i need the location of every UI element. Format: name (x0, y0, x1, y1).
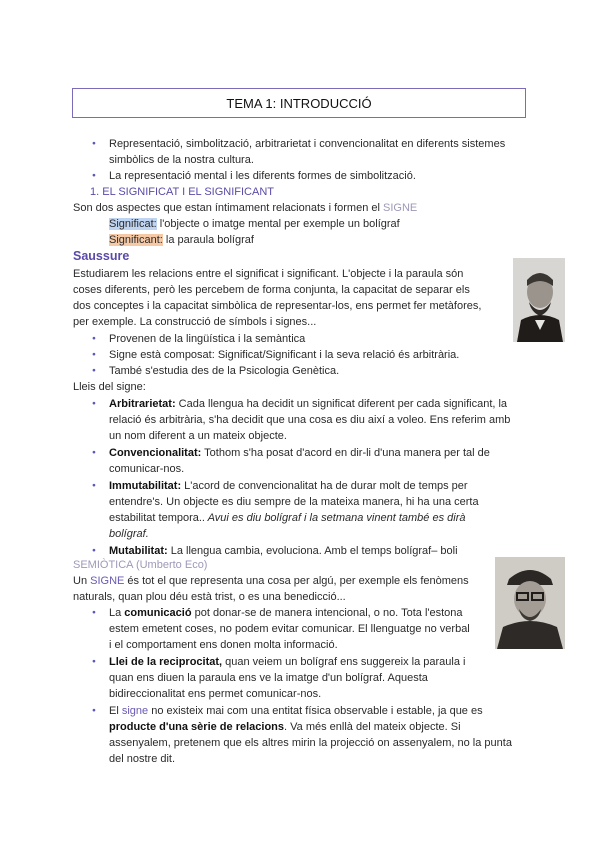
section-heading: 1. EL SIGNIFICAT I EL SIGNIFICANT (90, 186, 274, 198)
semiotica-bullet-2: ● Llei de la reciprocitat, quan veiem un bolígraf ens suggereix la paraula i (109, 654, 465, 671)
significat-line: Significat: l'objecte o imatge mental per exemple un bolígraf (109, 218, 400, 230)
intro-bullet-2: ● La representació mental i les diferents formes de simbolització. (109, 168, 416, 185)
saussure-para-4: per exemple. La construcció de símbols i signes... (73, 316, 317, 328)
saussure-portrait-image (513, 258, 565, 342)
law-immutabilitat-cont-1: entendre's. Un objecte es diu sempre de la mateixa manera, hi ha una certa (109, 496, 479, 508)
section-intro: Son dos aspectes que estan íntimament relacionats i formen el SIGNE (73, 202, 418, 214)
law-immutabilitat-cont-3: bolígraf. (109, 528, 149, 540)
semiotica-intro-1: Un SIGNE és tot el que representa una cosa per algú, per exemple els fenòmens (73, 575, 469, 587)
lleis-heading: Lleis del signe: (73, 381, 146, 393)
saussure-para-1: Estudiarem les relacions entre el significat i significant. L'objecte i la paraula són (73, 268, 464, 280)
law-convencionalitat-cont: comunicar-nos. (109, 463, 185, 475)
semiotica-bullet-3: ● El signe no existeix mai com una entitat física observable i estable, ja que es (109, 703, 483, 720)
signe-word-3: signe (121, 705, 149, 717)
saussure-bullet-1: ● Provenen de la lingüística i la semàntica (109, 331, 305, 348)
saussure-para-2: coses diferents, però les percebem de forma conjunta, la capacitat de separar els (73, 284, 470, 296)
significat-label: Significat: (109, 218, 157, 230)
saussure-para-3: dos conceptes i la capacitat simbòlica de representar-los, ens permet fer metàfores, (73, 300, 482, 312)
signe-word: SIGNE (383, 202, 418, 214)
saussure-heading: Saussure (73, 249, 130, 263)
law-convencionalitat: ● Convencionalitat: Tothom s'ha posat d'acord en dir-li d'una manera per tal de (109, 445, 490, 462)
law-immutabilitat-cont-2: estabilitat tempora.. Avui es diu bolígraf i la setmana vinent també es dirà (109, 512, 466, 524)
signe-word-2: SIGNE (90, 575, 125, 587)
semiotica-bullet-3-cont-3: del nostre dit. (109, 753, 176, 765)
eco-portrait (495, 557, 565, 649)
semiotica-bullet-3-cont-2: assenyalem, pretenem que els altres mirin la projecció on assenyalem, no la punta (109, 737, 512, 749)
semiotica-bullet-2-cont-2: bidireccionalitat ens permet comunicar-nos. (109, 688, 322, 700)
semiotica-heading: SEMIÒTICA (Umberto Eco) (73, 559, 208, 571)
intro-bullet-1-cont: simbòlics de la nostra cultura. (109, 154, 254, 166)
significant-label: Significant: (109, 234, 163, 246)
law-arbitrarietat-cont-2: un nom diferent a un mateix objecte. (109, 430, 287, 442)
law-mutabilitat: ● Mutabilitat: La llengua cambia, evoluciona. Amb el temps bolígraf– boli (109, 543, 458, 560)
semiotica-bullet-1-cont-1: estem emetent coses, no podem evitar comunicar. El llenguatge no verbal (109, 623, 470, 635)
law-arbitrarietat: ● Arbitrarietat: Cada llengua ha decidit un significat diferent per cada significant, la (109, 396, 507, 413)
law-immutabilitat: ● Immutabilitat: L'acord de convencionalitat ha de durar molt de temps per (109, 478, 468, 495)
saussure-portrait (513, 258, 565, 342)
title-box (72, 88, 526, 118)
eco-portrait-image (495, 557, 565, 649)
significant-line: Significant: la paraula bolígraf (109, 234, 254, 246)
law-arbitrarietat-cont-1: relació és arbitrària, s'ha decidit que una cosa es diu així a voleo. Ens referim amb (109, 414, 511, 426)
semiotica-bullet-1-cont-2: i el comportament ens donen molta informació. (109, 639, 338, 651)
page-title: TEMA 1: INTRODUCCIÓ (226, 95, 372, 111)
saussure-bullet-3: ● També s'estudia des de la Psicologia Genètica. (109, 363, 339, 380)
semiotica-bullet-1: ● La comunicació pot donar-se de manera intencional, o no. Tota l'estona (109, 605, 463, 622)
semiotica-bullet-3-cont-1: producte d'una sèrie de relacions. Va més enllà del mateix objecte. Si (109, 721, 461, 733)
semiotica-intro-2: naturals, quan plou déu està trist, o es una benedicció... (73, 591, 346, 603)
saussure-bullet-2: ● Signe està composat: Significat/Significant i la seva relació és arbitrària. (109, 347, 459, 364)
semiotica-bullet-2-cont-1: quan ens diuen la paraula ens ve la imatge d'un bolígraf. Aquesta (109, 672, 428, 684)
intro-bullet-1: ● Representació, simbolització, arbitrarietat i convencionalitat en diferents sistemes (109, 136, 505, 153)
